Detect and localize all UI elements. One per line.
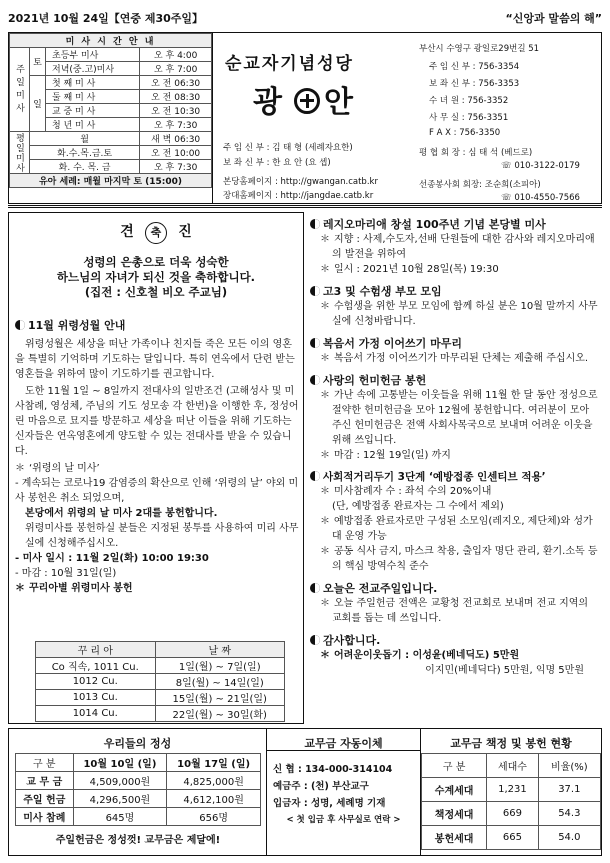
- table-row: 주일 헌금 4,296,500원 4,612,100원: [16, 790, 261, 808]
- contact-info: [411, 33, 602, 204]
- november-section: [15, 317, 299, 596]
- phone-row: 보 좌 신 부 : 756-3353: [429, 79, 520, 89]
- paragraph: ＊ 오늘 주일헌금 전액은 교황청 전교회로 보내며 전교 지역의 교회를 돕는 데 쓰입니다.: [320, 598, 589, 624]
- paragraph: 도한 11월 1일 ~ 8일까지 전대사의 일반조건 (고해성사 및 미사참례, 영성체, 주님의 기도 성모송 각 한번)을 이행한 후, 정성어린 마음으로 묘지를 방문하고 세상을 떠난 이들을 위해 기도하는 신자들은 연옥영혼에게 양도할 수 있는 전대사를 받을 수 있습니다.: [15, 386, 299, 457]
- cross-emblem-icon: [294, 88, 320, 114]
- celebration-badge: 축: [145, 222, 167, 244]
- half-circle-bullet-icon: [310, 375, 320, 385]
- paragraph: 위령성월은 세상을 떠난 가족이나 친지들 죽은 모든 이의 영혼을 특별히 기억하며 기도하는 달입니다. 특히 연옥에서 단련 받는 영혼들을 위하여 많이 기도하기를 권고합니다.: [15, 339, 295, 380]
- phone-row: 주 임 신 부 : 756-3354: [429, 62, 520, 72]
- bullet-heading: ＊ ‘위령의 날 미사’: [15, 463, 100, 474]
- table-header: 구 분: [422, 754, 487, 778]
- mass-time: 오 후 4:00: [140, 48, 212, 62]
- mass-name: 저녁(중.고)미사: [46, 62, 140, 76]
- mass-name: 청 년 미 사: [46, 118, 140, 132]
- left-column: [8, 212, 304, 724]
- half-circle-bullet-icon: [15, 320, 25, 330]
- section-heading: 레지오마리애 창설 100주년 기념 본당별 미사: [310, 216, 598, 232]
- church-name: 순교자기념성당: [225, 54, 354, 74]
- confirmation-message: 성령의 은총으로 더욱 성숙한 하느님의 자녀가 되신 것을 축하합니다. (집전 : 신호철 비오 주교님): [56, 255, 256, 299]
- panel-title: 교무금 자동이체: [267, 729, 420, 751]
- half-circle-bullet-icon: [310, 219, 320, 229]
- fax-row: F A X : 756-3350: [429, 128, 501, 138]
- weekday-time: 오 후 7:30: [140, 160, 212, 174]
- mass-name: 둘 째 미 사: [46, 90, 140, 104]
- table-row: 교 무 금 4,509,000원 4,825,000원: [16, 772, 261, 790]
- mass-time: 오 전 08:30: [140, 90, 212, 104]
- bank-account: 신 협 : 134-000-314104: [273, 764, 393, 775]
- mass-name: 초등부 미사: [46, 48, 140, 62]
- bullet-heading: ＊ 꾸리아별 위령미사 봉헌: [15, 583, 133, 594]
- half-circle-bullet-icon: [310, 286, 320, 296]
- yearly-motto: “신앙과 말씀의 해”: [505, 12, 602, 25]
- account-holder: 예금주 : (천) 부산교구: [273, 781, 369, 792]
- section-heading: 11월 위령성월 안내: [15, 317, 299, 333]
- paragraph: ＊ 예방접종 완료자로만 구성된 소모임(레지오, 제단체)와 성가대 운영 가능: [320, 516, 593, 542]
- table-header: 10월 10일 (일): [73, 754, 167, 772]
- panel-title: 교무금 책정 및 봉헌 현황: [450, 737, 572, 750]
- curia-table: [35, 641, 285, 722]
- paragraph: ＊ 마감 : 12월 19일(일) 까지: [320, 450, 451, 461]
- mass-time: 오 전 10:30: [140, 104, 212, 118]
- paragraph: 본당에서 위령의 날 미사 2대를 봉헌합니다.: [25, 508, 218, 519]
- table-header: 세대수: [487, 754, 538, 778]
- weekday-day: 월: [30, 132, 140, 146]
- weekday-mass-label: 평일미사: [10, 132, 30, 174]
- church-logo: [253, 77, 361, 121]
- mass-schedule: [9, 33, 213, 204]
- table-row: 수계세대 1,231 37.1: [422, 778, 601, 802]
- table-row: 봉헌세대 665 54.0: [422, 826, 601, 850]
- right-column: [306, 212, 602, 724]
- sunday-mass-label: 주일미사: [10, 48, 30, 132]
- mass-name: 첫 째 미 사: [46, 76, 140, 90]
- table-row: 1012 Cu. 8일(월) ~ 14일(일): [36, 674, 285, 690]
- dues-status-panel: [421, 729, 601, 855]
- table-header: 날 짜: [155, 642, 284, 658]
- offering-slogan: 주일헌금은 정성껏! 교무금은 제달에!: [55, 835, 221, 846]
- weekday-time: 새 벽 06:30: [140, 132, 212, 146]
- weekday-day: 화.수.목.금.토: [30, 146, 140, 160]
- section-heading: 감사합니다.: [310, 632, 598, 648]
- dues-table: [421, 753, 601, 850]
- weekday-day: 화. 수. 목. 금: [30, 160, 140, 174]
- section-heading: 사랑의 헌미헌금 봉헌: [310, 372, 598, 388]
- table-row: 책정세대 669 54.3: [422, 802, 601, 826]
- paragraph: ＊ 공동 식사 금지, 마스크 착용, 출입자 명단 관리, 환기.소독 등의 핵심 방역수칙 준수: [320, 546, 598, 572]
- jangdae-link[interactable]: 장대홈페이지 : http://jangdae.catb.kr: [223, 191, 374, 201]
- paragraph: ＊ 수험생을 위한 부모 모임에 함께 하실 분은 10월 말까지 사무실에 신청바랍니다.: [320, 301, 598, 327]
- table-row: 1014 Cu. 22일(월) ~ 30일(화): [36, 706, 285, 722]
- table-row: 1013 Cu. 15일(월) ~ 21일(일): [36, 690, 285, 706]
- weekday-time: 오 전 10:00: [140, 146, 212, 160]
- section-heading: 오늘은 전교주일입니다.: [310, 580, 598, 596]
- offering-panel: [9, 729, 267, 855]
- paragraph: ＊ 가난 속에 고통받는 이웃들을 위해 11월 한 달 동안 정성으로 절약한 헌미헌금을 모아 12월에 봉헌합니다. 여러분이 모아 주신 헌미헌금은 전액 사회사목국으로 보내며 어려운 이웃을 위해 쓰입니다.: [320, 390, 598, 446]
- table-header: 꾸 리 아: [36, 642, 156, 658]
- church-identity: [215, 33, 409, 204]
- logo-left-char: 광: [253, 85, 290, 120]
- mass-schedule-title: 미 사 시 간 안 내: [10, 34, 212, 48]
- mass-day: 토: [30, 48, 46, 76]
- mass-day: 일: [30, 76, 46, 132]
- confirmation-title: 견 축 진: [9, 221, 303, 244]
- council-president: 평 협 회 장 : 심 태 석 (베드로): [419, 148, 533, 158]
- paragraph: ＊ 지향 : 사제,수도자,선배 단원들에 대한 감사와 레지오마리애의 발전을 위하여: [320, 234, 595, 260]
- auto-transfer-panel: [267, 729, 421, 855]
- panel-title: 우리들의 정성: [103, 737, 172, 750]
- paragraph: 이지민(베네딕다) 5만원, 익명 5만원: [425, 665, 584, 676]
- assistant-info: 보 좌 신 부 : 한 요 안 (요 셉): [223, 158, 331, 168]
- table-row: 미사 참례 645명 656명: [16, 808, 261, 826]
- phone-row: 수 녀 원 : 756-3352: [429, 96, 509, 106]
- phone-row: 사 무 실 : 756-3351: [429, 113, 509, 123]
- paragraph: (단, 예방접종 완료자는 그 수에서 제외): [332, 501, 504, 512]
- deadline: - 마감 : 10월 31일(일): [15, 568, 117, 579]
- mass-time: 오 후 7:00: [140, 62, 212, 76]
- council-phone: ☏ 010-3122-0179: [501, 161, 580, 171]
- half-circle-bullet-icon: [310, 471, 320, 481]
- paragraph: ＊ 일시 : 2021년 10월 28일(목) 19:30: [320, 264, 499, 275]
- table-header: 구 분: [16, 754, 74, 772]
- mass-datetime: - 미사 일시 : 11월 2일(화) 10:00 19:30: [15, 553, 209, 564]
- table-header: 10월 17일 (일): [167, 754, 261, 772]
- mass-name: 교 중 미 사: [46, 104, 140, 118]
- issue-date: 2021년 10월 24일【연중 제30주일】: [8, 12, 204, 25]
- divider: [8, 205, 602, 208]
- half-circle-bullet-icon: [310, 338, 320, 348]
- table-header: 비율(%): [538, 754, 600, 778]
- funeral-service-phone: ☏ 010-4550-7566: [501, 193, 580, 203]
- section-heading: 복음서 가정 이어쓰기 마무리: [310, 335, 598, 351]
- homepage-link[interactable]: 본당홈페이지 : http://gwangan.catb.kr: [223, 177, 378, 187]
- logo-right-char: 안: [323, 85, 361, 120]
- funeral-service-president: 선종봉사회 회장: 조순희(소피아): [419, 180, 541, 190]
- half-circle-bullet-icon: [310, 583, 320, 593]
- mass-time: 오 전 06:30: [140, 76, 212, 90]
- masthead: [8, 32, 602, 204]
- paragraph: ＊ 복음서 가정 이어쓰기가 마무리된 단체는 제출해 주십시오.: [320, 353, 589, 364]
- pastor-info: 주 임 신 부 : 김 태 형 (세례자요한): [223, 143, 353, 153]
- contact-note: < 첫 입금 후 사무실로 연락 >: [286, 815, 401, 825]
- paragraph: ＊ 어려운이웃돕기 : 이성윤(베네딕도) 5만원: [320, 650, 520, 661]
- finance-summary: [8, 728, 602, 856]
- offering-table: [15, 753, 261, 826]
- section-heading: 사회적거리두기 3단계 ‘예방접종 인센티브 적용’: [310, 469, 598, 484]
- mass-time: 오 후 7:30: [140, 118, 212, 132]
- table-row: Co 직속, 1011 Cu. 1일(월) ~ 7일(일): [36, 658, 285, 674]
- paragraph: ＊ 미사참례자 수 : 좌석 수의 20%이내: [320, 486, 492, 497]
- paragraph: 위령미사를 봉헌하실 분들은 지정된 봉투를 사용하여 미리 사무실에 신청해주십시오.: [25, 523, 299, 549]
- address: 부산시 수영구 광일로29번길 51: [419, 44, 540, 54]
- section-heading: 고3 및 수험생 부모 모임: [310, 283, 598, 299]
- half-circle-bullet-icon: [310, 635, 320, 645]
- infant-baptism: 유아 세례: 매월 마지막 토 (15:00): [10, 174, 212, 188]
- paragraph: - 계속되는 코로나19 감염증의 확산으로 인해 ‘위령의 날’ 야외 미사 봉헌은 취소 되었으며,: [15, 478, 299, 504]
- bulletin-header: [8, 6, 602, 30]
- depositor-note: 입금자 : 성명, 세례명 기재: [273, 798, 386, 809]
